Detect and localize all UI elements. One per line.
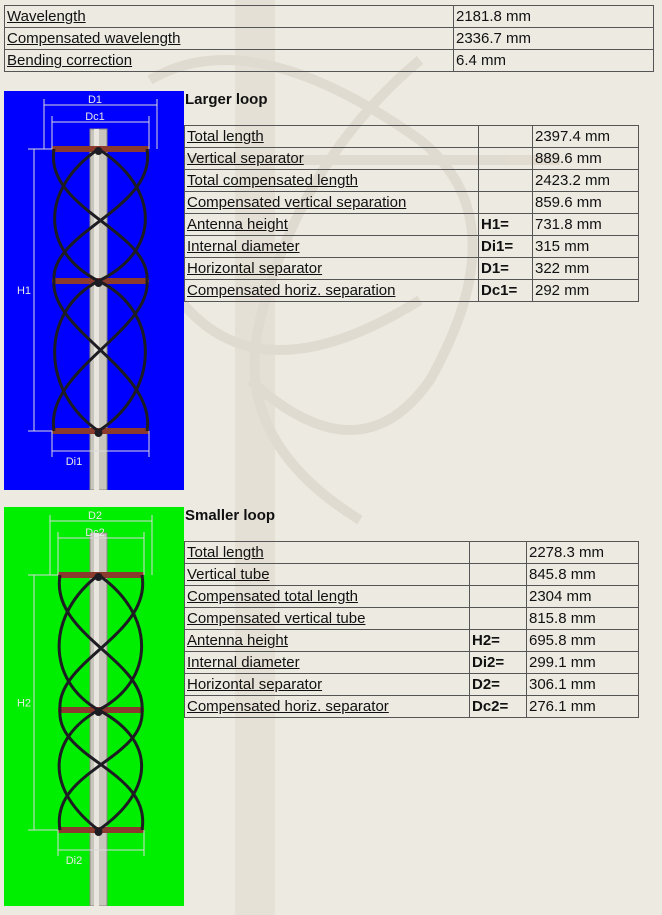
row-value: 859.6 mm [533, 192, 639, 214]
row-symbol: H2= [470, 630, 527, 652]
dimension-label-height: H2 [16, 697, 32, 710]
row-label[interactable]: Compensated vertical separation [187, 194, 407, 211]
table-row [185, 652, 639, 674]
table-row [185, 192, 639, 214]
row-symbol [470, 564, 527, 586]
row-label[interactable]: Compensated vertical tube [187, 610, 366, 627]
table-row [5, 28, 654, 50]
row-label-link[interactable] [185, 192, 479, 214]
table-row [185, 258, 639, 280]
row-label-link[interactable] [185, 280, 479, 302]
dimension-label-outer: D2 [87, 510, 103, 522]
row-value: 2181.8 mm [454, 6, 654, 28]
table-row [185, 586, 639, 608]
dimension-label-inner: Dc2 [85, 527, 105, 539]
table-row [185, 280, 639, 302]
smaller-loop-title: Smaller loop [185, 507, 276, 524]
row-label[interactable]: Vertical tube [187, 566, 270, 583]
row-value: 2397.4 mm [533, 126, 639, 148]
junction-dot [95, 147, 103, 155]
junction-dot [95, 279, 103, 287]
dimension-label-internal: Di2 [65, 855, 83, 867]
row-label[interactable]: Compensated horiz. separator [187, 698, 389, 715]
row-symbol: Dc1= [479, 280, 533, 302]
row-value: 2304 mm [527, 586, 639, 608]
table-row [185, 170, 639, 192]
row-label[interactable]: Compensated total length [187, 588, 358, 605]
row-label-link[interactable] [185, 170, 479, 192]
table-row [185, 542, 639, 564]
table-row [5, 6, 654, 28]
row-symbol [479, 148, 533, 170]
row-label[interactable]: Total length [187, 128, 264, 145]
row-value: 695.8 mm [527, 630, 639, 652]
row-symbol: D2= [470, 674, 527, 696]
row-label-link[interactable] [185, 586, 470, 608]
table-row [5, 50, 654, 72]
larger-loop-table [184, 125, 639, 302]
row-label-link[interactable] [185, 236, 479, 258]
row-label-link[interactable] [185, 696, 470, 718]
row-label-link[interactable] [185, 674, 470, 696]
row-label[interactable]: Compensated wavelength [7, 30, 181, 47]
table-row [185, 674, 639, 696]
row-value: 6.4 mm [454, 50, 654, 72]
row-label-link[interactable] [185, 258, 479, 280]
table-row [185, 630, 639, 652]
row-label[interactable]: Internal diameter [187, 238, 300, 255]
dimension-label-height: H1 [16, 285, 32, 297]
row-label[interactable]: Compensated horiz. separation [187, 282, 396, 299]
row-label-link[interactable] [5, 6, 454, 28]
table-row [185, 214, 639, 236]
table-row [185, 126, 639, 148]
row-value: 845.8 mm [527, 564, 639, 586]
row-label-link[interactable] [185, 214, 479, 236]
row-value: 292 mm [533, 280, 639, 302]
row-label-link[interactable] [185, 652, 470, 674]
row-label-link[interactable] [5, 28, 454, 50]
junction-dot [95, 429, 103, 437]
table-row [185, 148, 639, 170]
row-label[interactable]: Total length [187, 544, 264, 561]
row-label[interactable]: Wavelength [7, 8, 86, 25]
row-symbol [470, 542, 527, 564]
row-value: 2336.7 mm [454, 28, 654, 50]
row-symbol [470, 586, 527, 608]
row-label[interactable]: Antenna height [187, 632, 288, 649]
row-label-link[interactable] [185, 630, 470, 652]
row-value: 315 mm [533, 236, 639, 258]
row-value: 889.6 mm [533, 148, 639, 170]
row-label[interactable]: Internal diameter [187, 654, 300, 671]
row-label-link[interactable] [5, 50, 454, 72]
row-label-link[interactable] [185, 608, 470, 630]
row-symbol [479, 192, 533, 214]
row-symbol: Dc2= [470, 696, 527, 718]
row-value: 815.8 mm [527, 608, 639, 630]
dimension-label-inner: Dc1 [85, 111, 105, 123]
larger-loop-title: Larger loop [185, 91, 268, 108]
row-value: 306.1 mm [527, 674, 639, 696]
junction-dot [95, 573, 103, 581]
dimension-label-internal: Di1 [65, 456, 83, 468]
summary-table [4, 5, 654, 72]
row-label-link[interactable] [185, 126, 479, 148]
row-value: 2278.3 mm [527, 542, 639, 564]
junction-dot [95, 828, 103, 836]
row-value: 299.1 mm [527, 652, 639, 674]
row-symbol [479, 170, 533, 192]
row-label-link[interactable] [185, 564, 470, 586]
row-label[interactable]: Vertical separator [187, 150, 304, 167]
larger-loop-diagram [4, 91, 184, 490]
row-value: 322 mm [533, 258, 639, 280]
row-symbol [479, 126, 533, 148]
row-label-link[interactable] [185, 542, 470, 564]
table-row [185, 696, 639, 718]
row-symbol: D1= [479, 258, 533, 280]
table-row [185, 608, 639, 630]
row-symbol: Di2= [470, 652, 527, 674]
smaller-loop-diagram [4, 507, 184, 906]
dimension-label-outer: D1 [87, 94, 103, 106]
row-symbol: Di1= [479, 236, 533, 258]
table-row [185, 564, 639, 586]
row-value: 2423.2 mm [533, 170, 639, 192]
row-value: 276.1 mm [527, 696, 639, 718]
table-row [185, 236, 639, 258]
junction-dot [95, 708, 103, 716]
smaller-loop-table [184, 541, 639, 718]
row-label[interactable]: Bending correction [7, 52, 133, 69]
row-symbol: H1= [479, 214, 533, 236]
row-symbol [470, 608, 527, 630]
row-label[interactable]: Horizontal separator [187, 260, 323, 277]
row-label[interactable]: Horizontal separator [187, 676, 323, 693]
row-value: 731.8 mm [533, 214, 639, 236]
row-label[interactable]: Antenna height [187, 216, 288, 233]
row-label-link[interactable] [185, 148, 479, 170]
row-label[interactable]: Total compensated length [187, 172, 358, 189]
